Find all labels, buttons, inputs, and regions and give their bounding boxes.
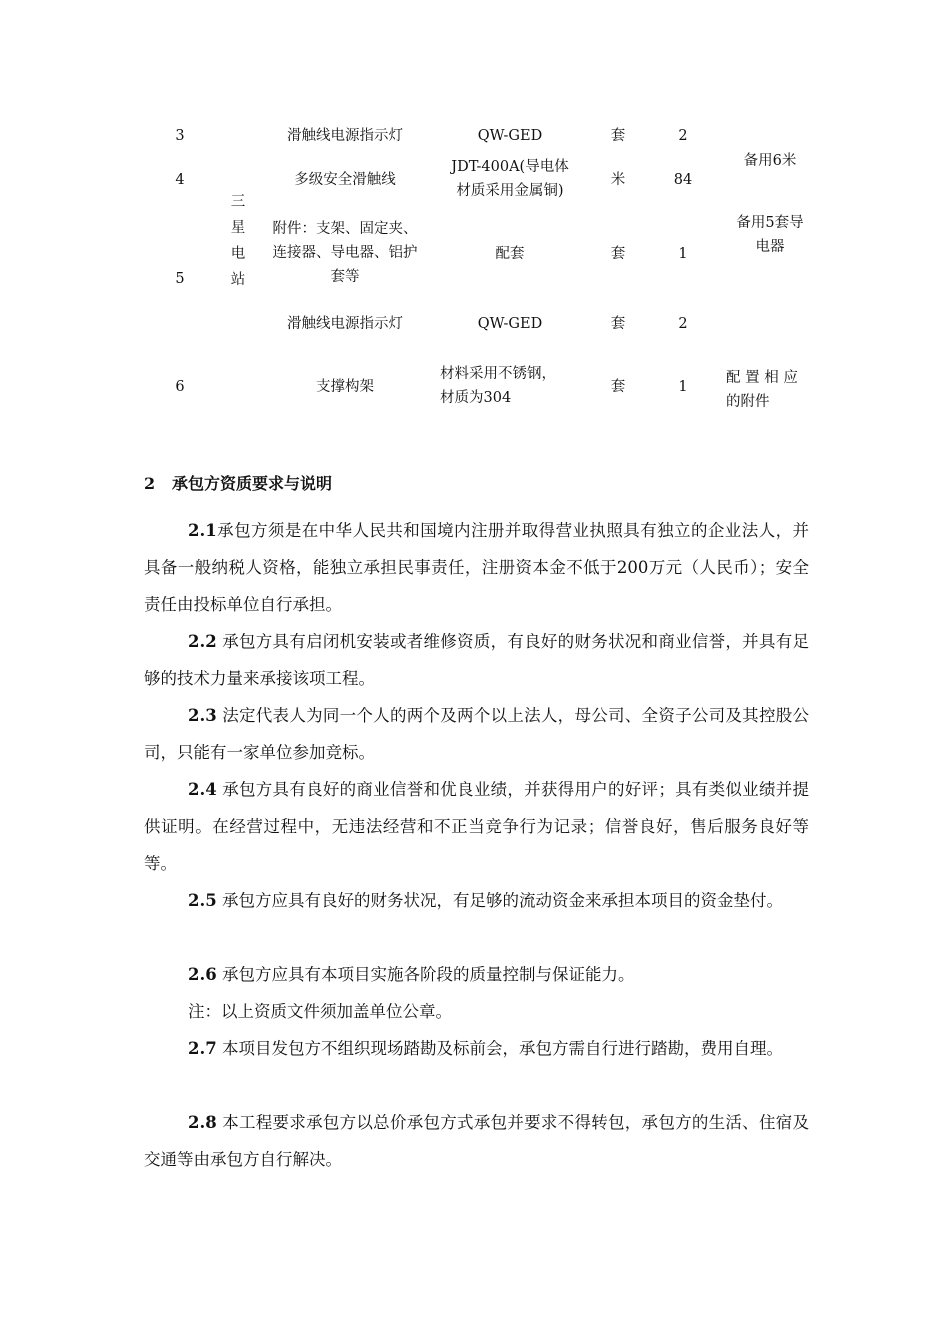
table-cell-name (255, 217, 435, 289)
paragraph (144, 771, 809, 882)
table-cell-no: 3 (175, 128, 185, 144)
station-label-char: 星 (230, 220, 246, 236)
table-cell-no: 5 (175, 271, 185, 287)
station-label-char: 电 (230, 246, 246, 262)
paragraph-number: 2.6 (188, 965, 217, 984)
table-cell-qty: 2 (678, 316, 688, 332)
paragraph (144, 956, 809, 993)
paragraph (144, 512, 809, 623)
table-cell-name-line: 连接器、导电器、铝护 (272, 245, 418, 261)
table-cell-remark-line: 配 置 相 应 (726, 370, 798, 386)
table-cell-model-line: 材质采用金属铜) (456, 183, 564, 199)
table-cell-model (430, 155, 590, 203)
station-label-char: 三 (230, 194, 246, 210)
table-cell-model: 配套 (495, 246, 525, 262)
table-cell-model: QW-GED (477, 128, 543, 144)
table-cell-unit: 套 (610, 246, 626, 262)
paragraph (144, 1030, 809, 1067)
station-label-char: 站 (230, 272, 246, 288)
table-cell-qty: 1 (678, 246, 688, 262)
table-cell-remark (720, 211, 820, 259)
section-heading (144, 470, 332, 498)
table-cell-unit: 套 (610, 316, 626, 332)
paragraph-text: 法定代表人为同一个人的两个及两个以上法人，母公司、全资子公司及其控股公司，只能有一家单位参加竞标。 (144, 706, 809, 762)
table-cell-model-line: JDT-400A(导电体 (451, 159, 569, 175)
table-cell-model (430, 362, 590, 410)
paragraph (144, 882, 809, 919)
table-cell-model: QW-GED (477, 316, 543, 332)
paragraph-number: 2.5 (188, 891, 217, 910)
table-cell-unit: 米 (610, 172, 626, 188)
table-cell-qty: 1 (678, 379, 688, 395)
table-cell-name: 支撑构架 (316, 379, 374, 395)
table-cell-name: 滑触线电源指示灯 (287, 128, 403, 144)
paragraph-text: 承包方应具有良好的财务状况，有足够的流动资金来承担本项目的资金垫付。 (216, 891, 783, 910)
paragraph-text: 承包方具有良好的商业信誉和优良业绩，并获得用户的好评；具有类似业绩并提供证明。在经营过程中，无违法经营和不正当竞争行为记录；信誉良好，售后服务良好等等。 (144, 780, 809, 873)
paragraph-note (144, 993, 809, 1030)
section-number: 2 (144, 474, 156, 493)
table-cell-no: 4 (175, 172, 185, 188)
table-cell-model-line: 材质为304 (440, 390, 512, 406)
table-cell-unit: 套 (610, 379, 626, 395)
table-cell-remark-line: 备用5套导 (736, 215, 804, 231)
paragraph-number: 2.2 (188, 632, 217, 651)
table-cell-name: 滑触线电源指示灯 (287, 316, 403, 332)
table-cell-remark: 备用6米 (743, 153, 797, 169)
table-cell-name-line: 套等 (330, 269, 360, 285)
table-cell-remark-line: 的附件 (726, 394, 770, 410)
paragraph-number: 2.7 (188, 1039, 217, 1058)
table-cell-remark-line: 电器 (755, 239, 785, 255)
table-cell-model-line: 材料采用不锈钢， (440, 366, 556, 382)
table-cell-remark (726, 366, 816, 414)
section-title: 承包方资质要求与说明 (172, 474, 333, 493)
paragraph (144, 1104, 809, 1178)
paragraph-number: 2.3 (188, 706, 217, 725)
table-cell-no: 6 (175, 379, 185, 395)
paragraph-text: 承包方具有启闭机安装或者维修资质，有良好的财务状况和商业信誉，并具有足够的技术力量来承接该项工程。 (144, 632, 809, 688)
paragraph (144, 623, 809, 697)
paragraph-text: 承包方须是在中华人民共和国境内注册并取得营业执照具有独立的企业法人，并具备一般纳税人资格，能独立承担民事责任，注册资本金不低于200万元（人民币）；安全责任由投标单位自行承担。 (144, 521, 809, 614)
table-cell-qty: 2 (678, 128, 688, 144)
paragraph-number: 2.1 (188, 521, 217, 540)
paragraph-text: 本项目发包方不组织现场踏勘及标前会，承包方需自行进行踏勘，费用自理。 (216, 1039, 783, 1058)
paragraph-text: 本工程要求承包方以总价承包方式承包并要求不得转包，承包方的生活、住宿及交通等由承包方自行解决。 (144, 1113, 809, 1169)
table-cell-name: 多级安全滑触线 (294, 172, 396, 188)
paragraph-text: 承包方应具有本项目实施各阶段的质量控制与保证能力。 (216, 965, 635, 984)
paragraph-text: 注：以上资质文件须加盖单位公章。 (188, 1002, 452, 1021)
table-cell-qty: 84 (673, 172, 693, 188)
table-cell-name-line: 附件：支架、固定夹、 (272, 221, 418, 237)
paragraph-number: 2.4 (188, 780, 217, 799)
station-label (226, 189, 250, 293)
table-cell-unit: 套 (610, 128, 626, 144)
paragraph (144, 697, 809, 771)
paragraph-number: 2.8 (188, 1113, 217, 1132)
